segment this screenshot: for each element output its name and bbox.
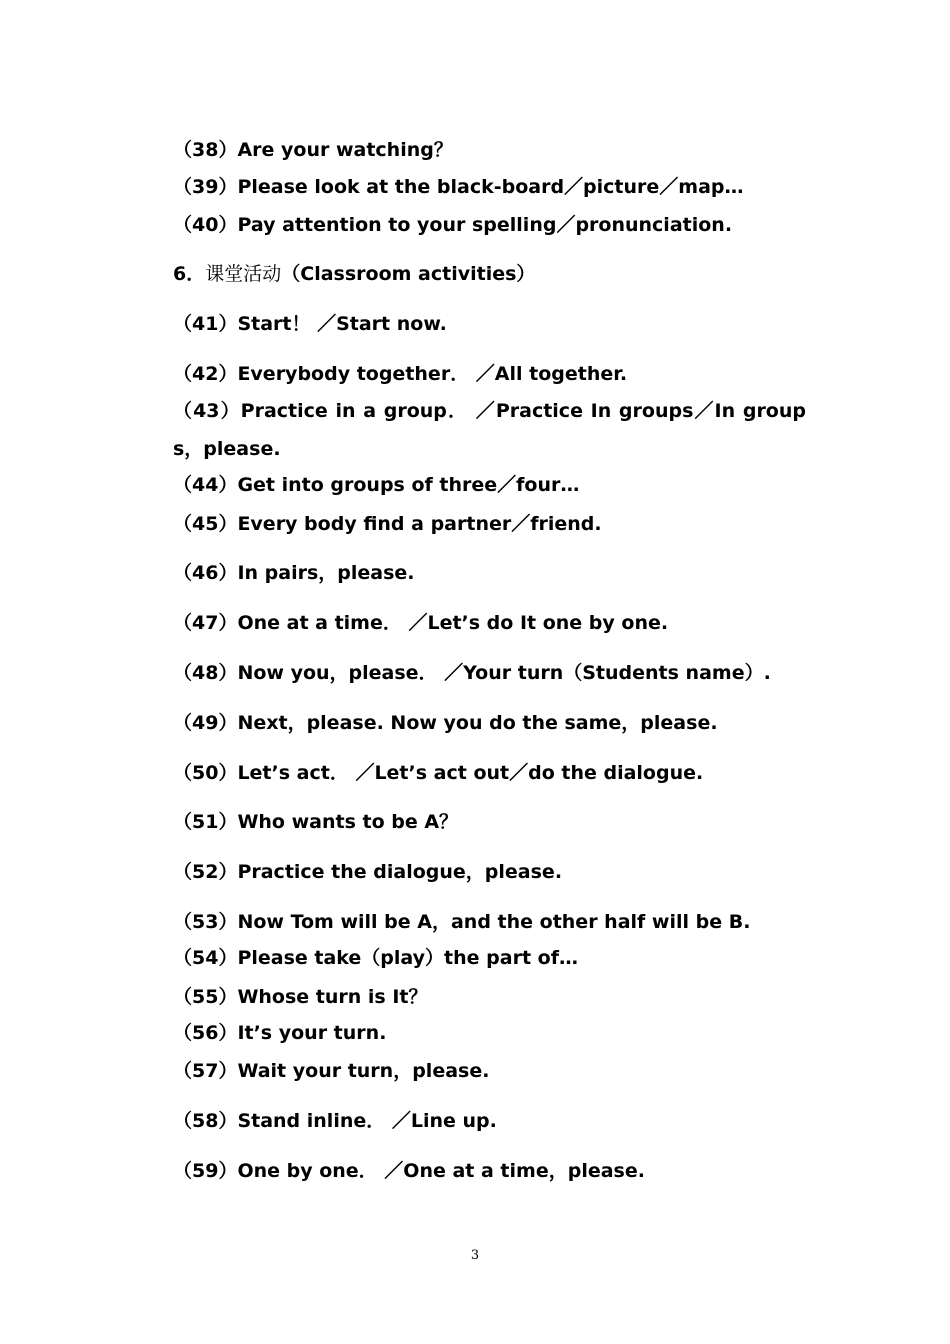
- phrase-52: （52）Practice the dialogue，please.: [173, 861, 563, 883]
- phrase-38: （38）Are your watching？: [173, 139, 453, 161]
- phrase-47: （47）One at a time． ／Let’s do It one by one.: [173, 612, 669, 634]
- phrase-56: （56）It’s your turn.: [173, 1022, 387, 1044]
- phrase-46: （46）In pairs，please.: [173, 562, 415, 584]
- section-heading: [173, 262, 535, 286]
- phrase-42: （42）Everybody together． ／All together.: [173, 363, 628, 385]
- phrase-45: （45）Every body find a partner／friend.: [173, 513, 602, 535]
- phrase-49: （49）Next，please. Now you do the same，please.: [173, 712, 718, 734]
- phrase-41: （41）Start！ ／Start now.: [173, 313, 447, 335]
- phrase-44: （44）Get into groups of three／four…: [173, 474, 580, 496]
- phrase-57: （57）Wait your turn，please.: [173, 1060, 490, 1082]
- section-title-cjk: 课堂活动: [205, 263, 282, 285]
- section-title-en: （Classroom activities）: [281, 263, 536, 285]
- phrase-59: （59）One by one． ／One at a time，please.: [173, 1160, 645, 1182]
- phrase-58: （58）Stand inline． ／Line up.: [173, 1110, 497, 1132]
- phrase-54: （54）Please take（play）the part of…: [173, 947, 578, 969]
- section-number: 6．: [173, 263, 206, 285]
- phrase-50: （50）Let’s act． ／Let’s act out／do the dialogue.: [173, 762, 704, 784]
- phrase-51: （51）Who wants to be A？: [173, 811, 459, 833]
- phrase-43-line-2: s，please.: [173, 438, 281, 460]
- phrase-55: （55）Whose turn is It？: [173, 986, 428, 1008]
- page-number: 3: [470, 1248, 480, 1263]
- phrase-39: （39）Please look at the black-board／picture／map…: [173, 176, 744, 198]
- phrase-53: （53）Now Tom will be A，and the other half will be B.: [173, 911, 751, 933]
- phrase-43-line-1: （43）Practice in a group． ／Practice In groups／In group: [173, 400, 806, 422]
- phrase-40: （40）Pay attention to your spelling／pronunciation.: [173, 214, 733, 236]
- phrase-48: （48）Now you，please． ／Your turn（Students name）.: [173, 662, 771, 684]
